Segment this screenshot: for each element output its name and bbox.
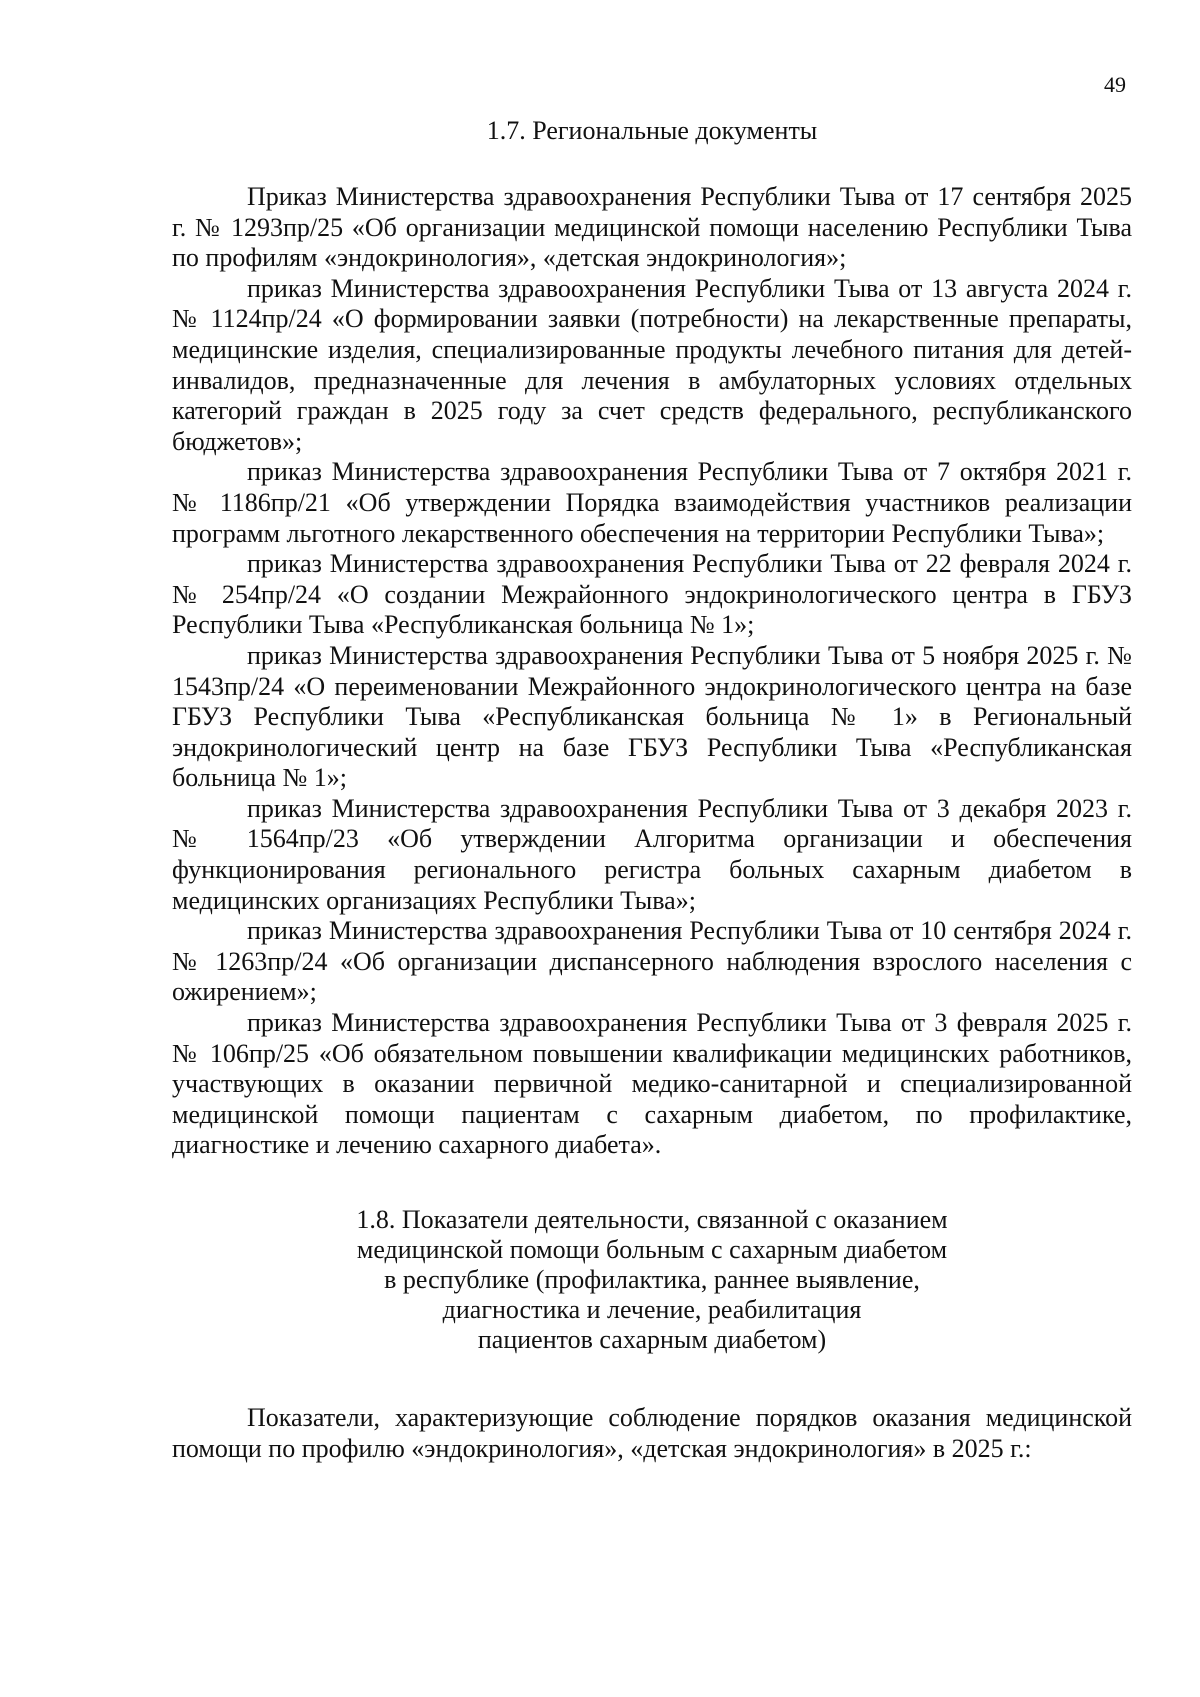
section-1-8-title-line: в республике (профилактика, раннее выявление,	[384, 1265, 920, 1294]
page-number: 49	[1104, 72, 1126, 97]
document-item: Приказ Министерства здравоохранения Республики Тыва от 17 сентября 2025 г. № 1293пр/25 «Об организации медицинской помощи населению Республики Тыва по профилям «эндокринология», «детская эндокринология»;	[172, 182, 1132, 273]
document-item: приказ Министерства здравоохранения Республики Тыва от 13 августа 2024 г. № 1124пр/24 «О формировании заявки (потребности) на лекарственные препараты, медицинские изделия, специализированные продукты лечебного питания для детей-инвалидов, предназначенные для лечения в амбулаторных условиях отдельных категорий граждан в 2025 году за счет средств федерального, республиканского бюджетов»;	[172, 273, 1132, 456]
section-1-8-title-line: медицинской помощи больным с сахарным диабетом	[356, 1235, 948, 1264]
indicators-intro-paragraph: Показатели, характеризующие соблюдение порядков оказания медицинской помощи по профилю «эндокринология», «детская эндокринология» в 2025 г.:	[172, 1403, 1132, 1463]
document-body	[172, 103, 1132, 1464]
document-item: приказ Министерства здравоохранения Республики Тыва от 10 сентября 2024 г. № 1263пр/24 «Об организации диспансерного наблюдения взрослого населения с ожирением»;	[172, 916, 1132, 1007]
section-1-7-title: 1.7. Региональные документы	[486, 116, 818, 145]
section-1-8-title-line: 1.8. Показатели деятельности, связанной с оказанием	[356, 1205, 948, 1234]
section-1-8-title	[172, 1205, 1132, 1355]
regional-documents-list	[172, 182, 1132, 1161]
section-1-8-title-line: диагностика и лечение, реабилитация	[442, 1295, 862, 1324]
document-item: приказ Министерства здравоохранения Республики Тыва от 3 февраля 2025 г. № 106пр/25 «Об обязательном повышении квалификации медицинских работников, участвующих в оказании первичной медико-санитарной и специализированной медицинской помощи пациентам с сахарным диабетом, по профилактике, диагностике и лечению сахарного диабета».	[172, 1008, 1132, 1160]
document-item: приказ Министерства здравоохранения Республики Тыва от 3 декабря 2023 г. № 1564пр/23 «Об утверждении Алгоритма организации и обеспечения функционирования регионального регистра больных сахарным диабетом в медицинских организациях Республики Тыва»;	[172, 793, 1132, 915]
document-item: приказ Министерства здравоохранения Республики Тыва от 5 ноября 2025 г. № 1543пр/24 «О переименовании Межрайонного эндокринологического центра на базе ГБУЗ Республики Тыва «Республиканская больница № 1» в Региональный эндокринологический центр на базе ГБУЗ Республики Тыва «Республиканская больница № 1»;	[172, 640, 1132, 793]
document-item: приказ Министерства здравоохранения Республики Тыва от 7 октября 2021 г. № 1186пр/21 «Об утверждении Порядка взаимодействия участников реализации программ льготного лекарственного обеспечения на территории Республики Тыва»;	[172, 457, 1132, 548]
document-item: приказ Министерства здравоохранения Республики Тыва от 22 февраля 2024 г. № 254пр/24 «О создании Межрайонного эндокринологического центра в ГБУЗ Республики Тыва «Республиканская больница № 1»;	[172, 549, 1132, 640]
section-1-8-title-line: пациентов сахарным диабетом)	[477, 1325, 827, 1354]
